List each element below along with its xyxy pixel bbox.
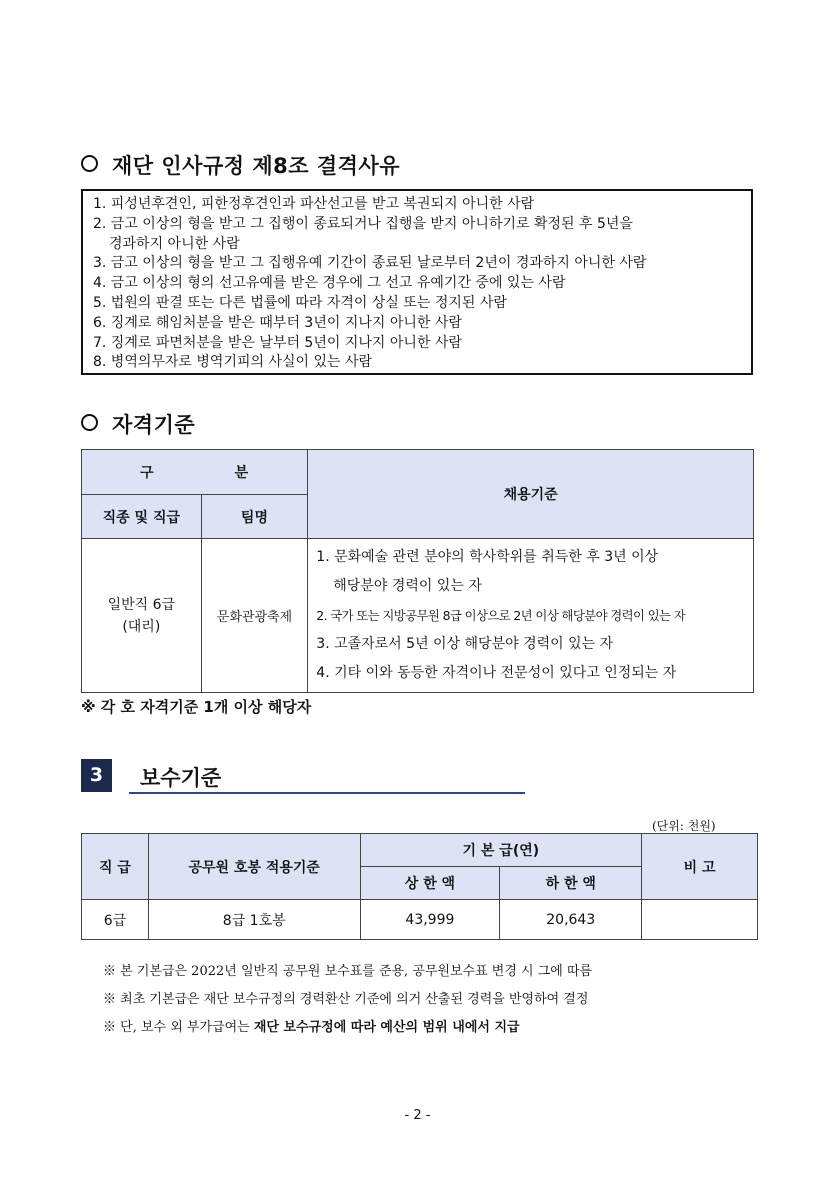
footnote	[103, 1016, 520, 1035]
footnote-emphasis: 재단 보수규정에 따라 예산의 범위 내에서 지급	[253, 1020, 520, 1035]
cell-grade: 6급	[82, 900, 149, 940]
page-number: - 2 -	[404, 1108, 431, 1123]
header-category: 구 분	[82, 450, 308, 495]
header-upper-limit: 상 한 액	[360, 867, 500, 900]
disqualification-item: 6. 징계로 해임처분을 받은 때부터 3년이 지나지 아니한 사람	[93, 314, 462, 331]
footnote-text: ※ 단, 보수 외 부가급여는	[103, 1020, 254, 1035]
section-title-underline	[129, 792, 525, 794]
footnote: ※ 본 기본급은 2022년 일반직 공무원 보수표를 준용, 공무원보수표 변경 시 그에 따름	[103, 964, 593, 979]
circle-bullet-icon	[81, 414, 98, 431]
section-title-pay: 보수기준	[140, 766, 222, 790]
cell-upper: 43,999	[360, 900, 500, 940]
grade-cell	[82, 539, 202, 693]
header-criteria: 채용기준	[308, 450, 754, 539]
disqualification-item: 7. 징계로 파면처분을 받은 날부터 5년이 지나지 아니한 사람	[93, 334, 462, 351]
section-title-text: 자격기준	[112, 413, 196, 437]
qualification-note: ※ 각 호 자격기준 1개 이상 해당자	[81, 698, 312, 716]
disqualification-box	[81, 189, 753, 375]
criteria-item: 3. 고졸자로서 5년 이상 해당분야 경력이 있는 자	[316, 636, 614, 652]
disqualification-item: 8. 병역의무자로 병역기피의 사실이 있는 사람	[93, 354, 373, 371]
pay-table	[81, 833, 758, 940]
team-cell: 문화관광축제	[201, 539, 308, 693]
qualification-table	[81, 449, 754, 693]
disqualification-item: 2. 금고 이상의 형을 받고 그 집행이 종료되거나 집행을 받지 아니하기로 확정된 후 5년을	[93, 215, 633, 232]
section-title-disqualification	[81, 150, 400, 180]
unit-label: (단위: 천원)	[652, 819, 716, 833]
header-grade: 직 급	[82, 834, 149, 900]
criteria-item: 1. 문화예술 관련 분야의 학사학위를 취득한 후 3년 이상	[316, 549, 659, 565]
disqualification-item-continued: 경과하지 아니한 사람	[109, 235, 240, 252]
cell-lower: 20,643	[500, 900, 642, 940]
circle-bullet-icon	[81, 155, 98, 172]
header-team: 팀명	[201, 495, 308, 539]
footnote: ※ 최초 기본급은 재단 보수규정의 경력환산 기준에 의거 산출된 경력을 반영하여 결정	[103, 992, 589, 1007]
section-title-text: 재단 인사규정 제8조 결격사유	[112, 154, 400, 178]
criteria-item-continued: 해당분야 경력이 있는 자	[333, 578, 482, 594]
cell-standard: 8급 1호봉	[148, 900, 360, 940]
disqualification-item: 3. 금고 이상의 형을 받고 그 집행유예 기간이 종료된 날로부터 2년이 경과하지 아니한 사람	[93, 255, 647, 272]
section-title-qualifications	[81, 409, 195, 439]
criteria-item: 2. 국가 또는 지방공무원 8급 이상으로 2년 이상 해당분야 경력이 있는 자	[316, 608, 686, 623]
header-standard: 공무원 호봉 적용기준	[148, 834, 360, 900]
criteria-item: 4. 기타 이와 동등한 자격이나 전문성이 있다고 인정되는 자	[316, 665, 677, 681]
header-lower-limit: 하 한 액	[500, 867, 642, 900]
disqualification-item: 5. 법원의 판결 또는 다른 법률에 따라 자격이 상실 또는 정지된 사람	[93, 294, 507, 311]
grade-rank: (대리)	[122, 618, 161, 635]
grade-text: 일반직 6급	[107, 596, 176, 613]
header-grade: 직종 및 직급	[82, 495, 202, 539]
disqualification-item: 4. 금고 이상의 형의 선고유예를 받은 경우에 그 선고 유예기간 중에 있는 사람	[93, 275, 566, 292]
section-number-badge: 3	[81, 759, 112, 792]
header-base-pay: 기 본 급(연)	[360, 834, 642, 867]
header-remark: 비 고	[642, 834, 758, 900]
criteria-cell	[308, 539, 754, 693]
cell-remark	[642, 900, 758, 940]
disqualification-item: 1. 피성년후견인, 피한정후견인과 파산선고를 받고 복권되지 아니한 사람	[93, 196, 535, 212]
